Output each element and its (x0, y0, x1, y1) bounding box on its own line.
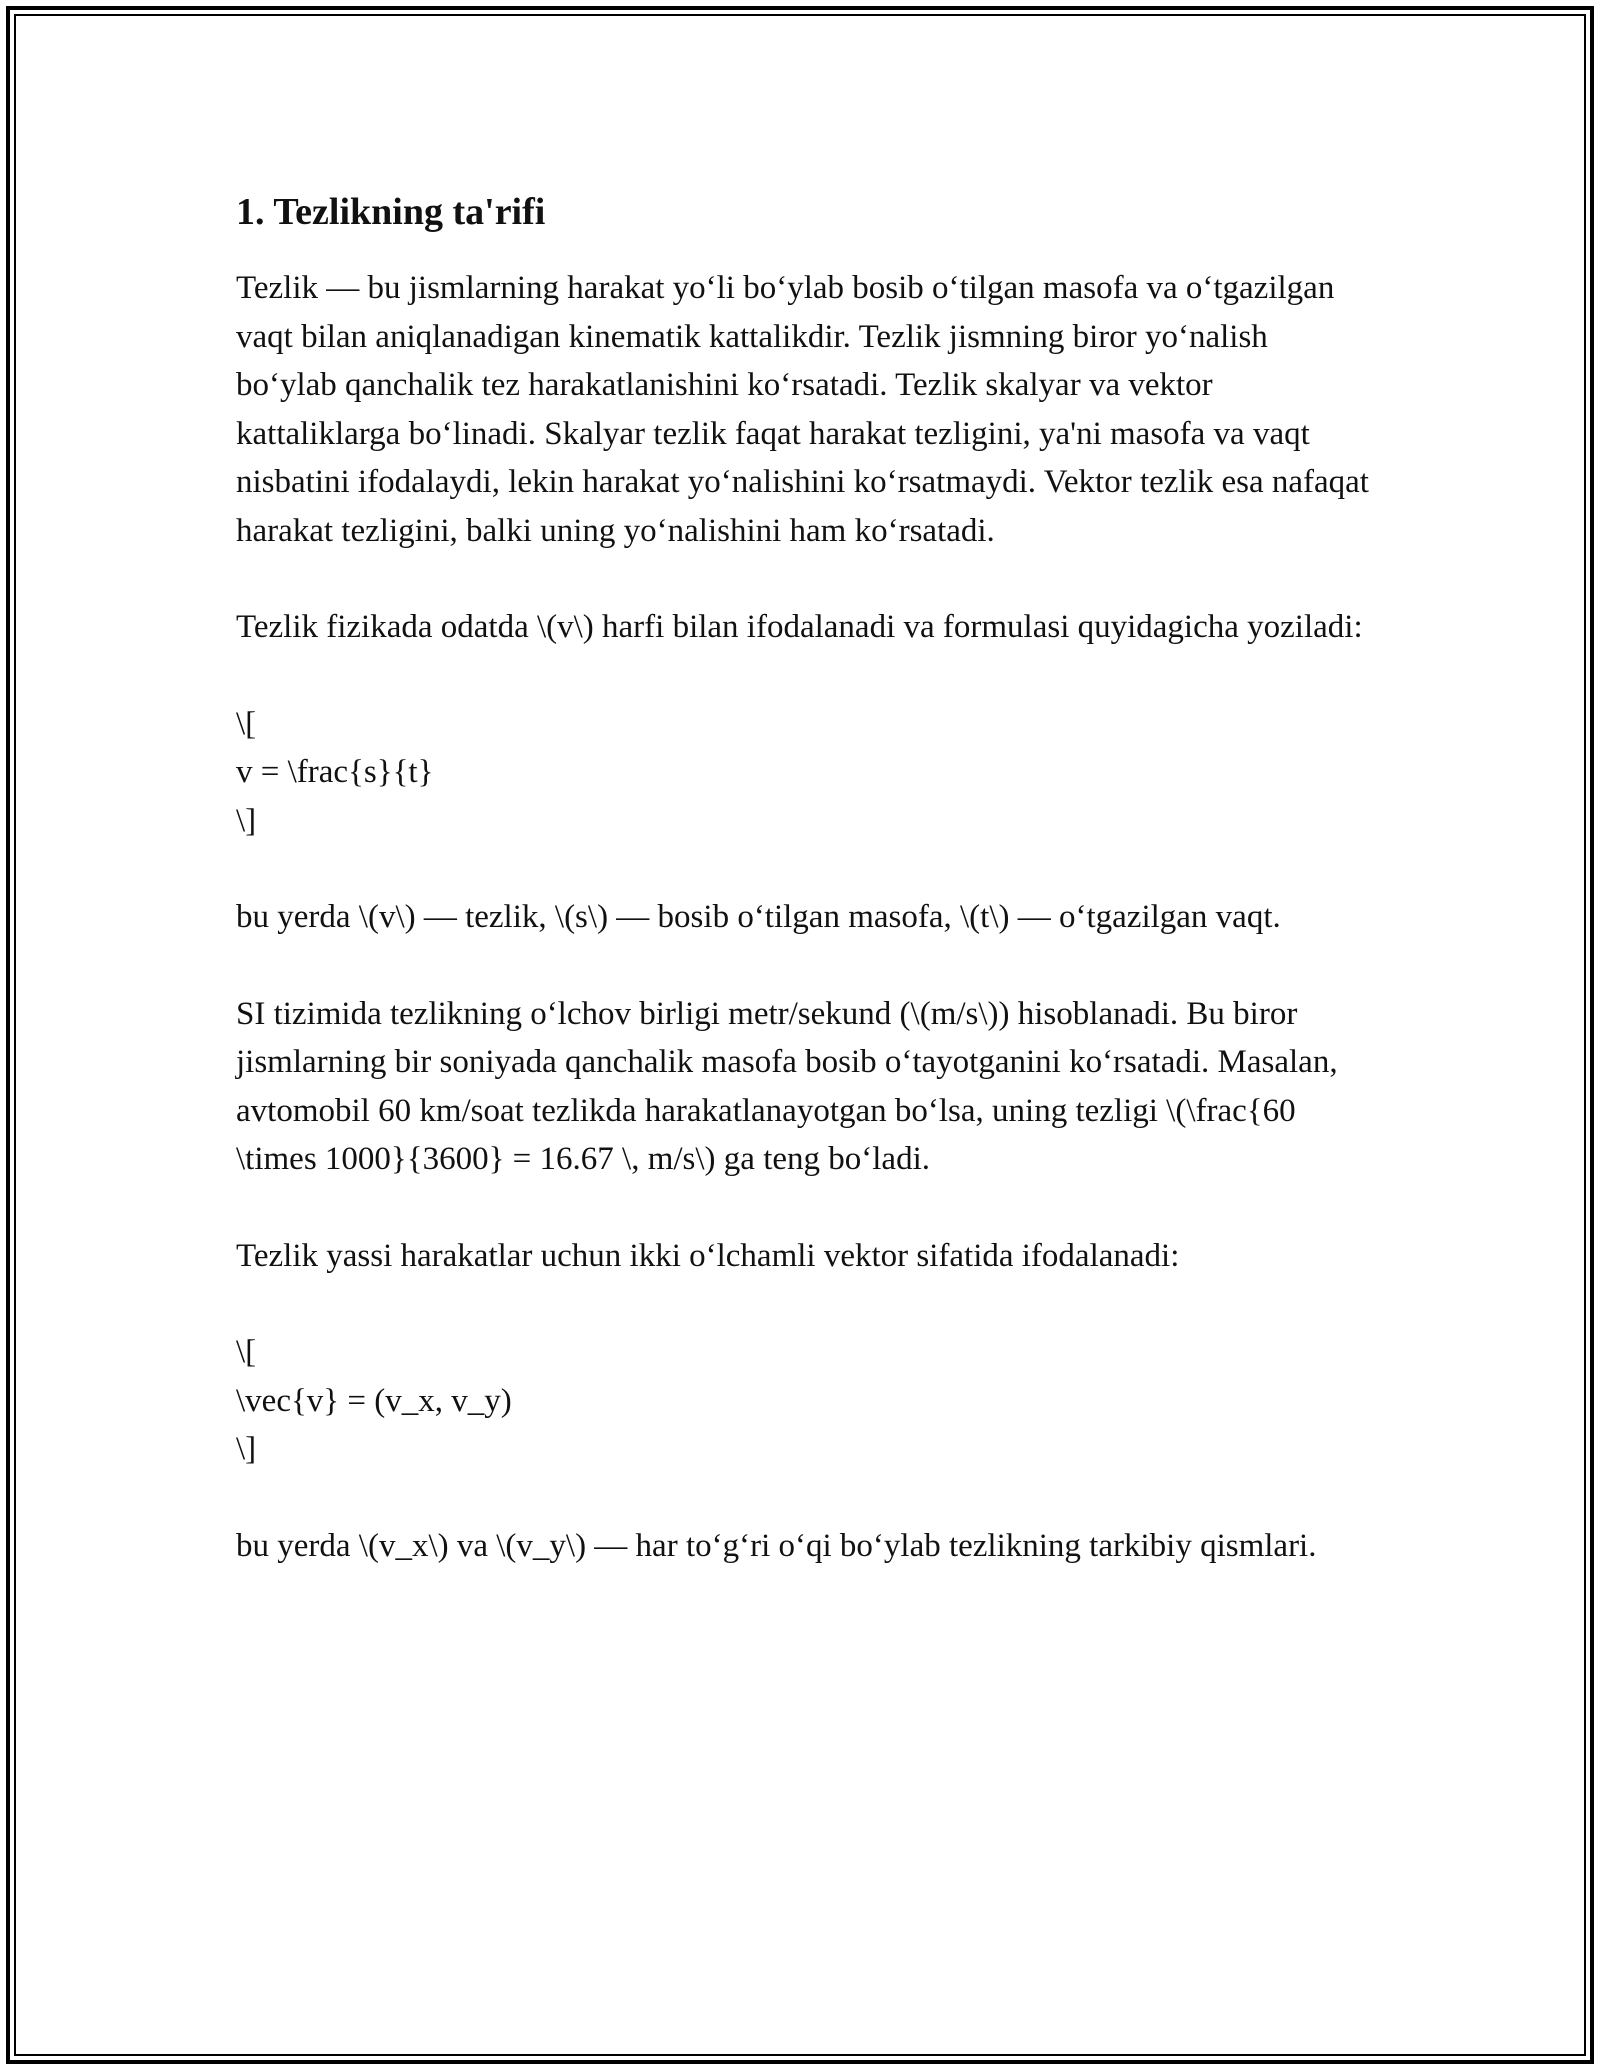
section-heading: 1. Tezlikning ta'rifi (236, 191, 546, 233)
formula-vector: \[ \vec{v} = (v_x, v_y) \] (236, 1334, 512, 1467)
formula-velocity: \[ v = \frac{s}{t} \] (236, 705, 434, 839)
paragraph-vector-intro: Tezlik yassi harakatlar uchun ikki o‘lchamli vektor sifatida ifodalanadi: (236, 1237, 1180, 1274)
paragraph-si-units: SI tizimida tezlikning o‘lchov birligi metr/sekund (\(m/s\)) hisoblanadi. Bu biror jismlarning bir soniyada qanchalik masofa bosib o‘tayotganini ko‘rsatadi. Masalan, avtomobil 60 km/soat tezlikda harakatlanayotgan bo‘lsa, uning tezligi \(\frac{60 \times 1000}{3600} = 16.67 \, m/s\) ga teng bo‘ladi. (236, 995, 1338, 1177)
paragraph-definition: Tezlik — bu jismlarning harakat yo‘li bo‘ylab bosib o‘tilgan masofa va o‘tgazilgan vaqt bilan aniqlanadigan kinematik kattalikdir. Tezlik jismning biror yo‘nalish bo‘ylab qanchalik tez harakatlanishini ko‘rsatadi. Tezlik skalyar va vektor kattaliklarga bo‘linadi. Skalyar tezlik faqat harakat tezligini, ya'ni masofa va vaqt nisbatini ifodalaydi, lekin harakat yo‘nalishini ko‘rsatmaydi. Vektor tezlik esa nafaqat harakat tezligini, balki uning yo‘nalishini ham ko‘rsatadi. (236, 270, 1369, 549)
paragraph-formula-intro: Tezlik fizikada odatda \(v\) harfi bilan ifodalanadi va formulasi quyidagicha yoziladi: (236, 609, 1363, 645)
paragraph-formula-legend: bu yerda \(v\) — tezlik, \(s\) — bosib o‘tilgan masofa, \(t\) — o‘tgazilgan vaqt. (236, 899, 1281, 935)
document-body (236, 186, 1376, 1618)
paragraph-vector-legend: bu yerda \(v_x\) va \(v_y\) — har to‘g‘ri o‘qi bo‘ylab tezlikning tarkibiy qismlari. (236, 1527, 1317, 1564)
